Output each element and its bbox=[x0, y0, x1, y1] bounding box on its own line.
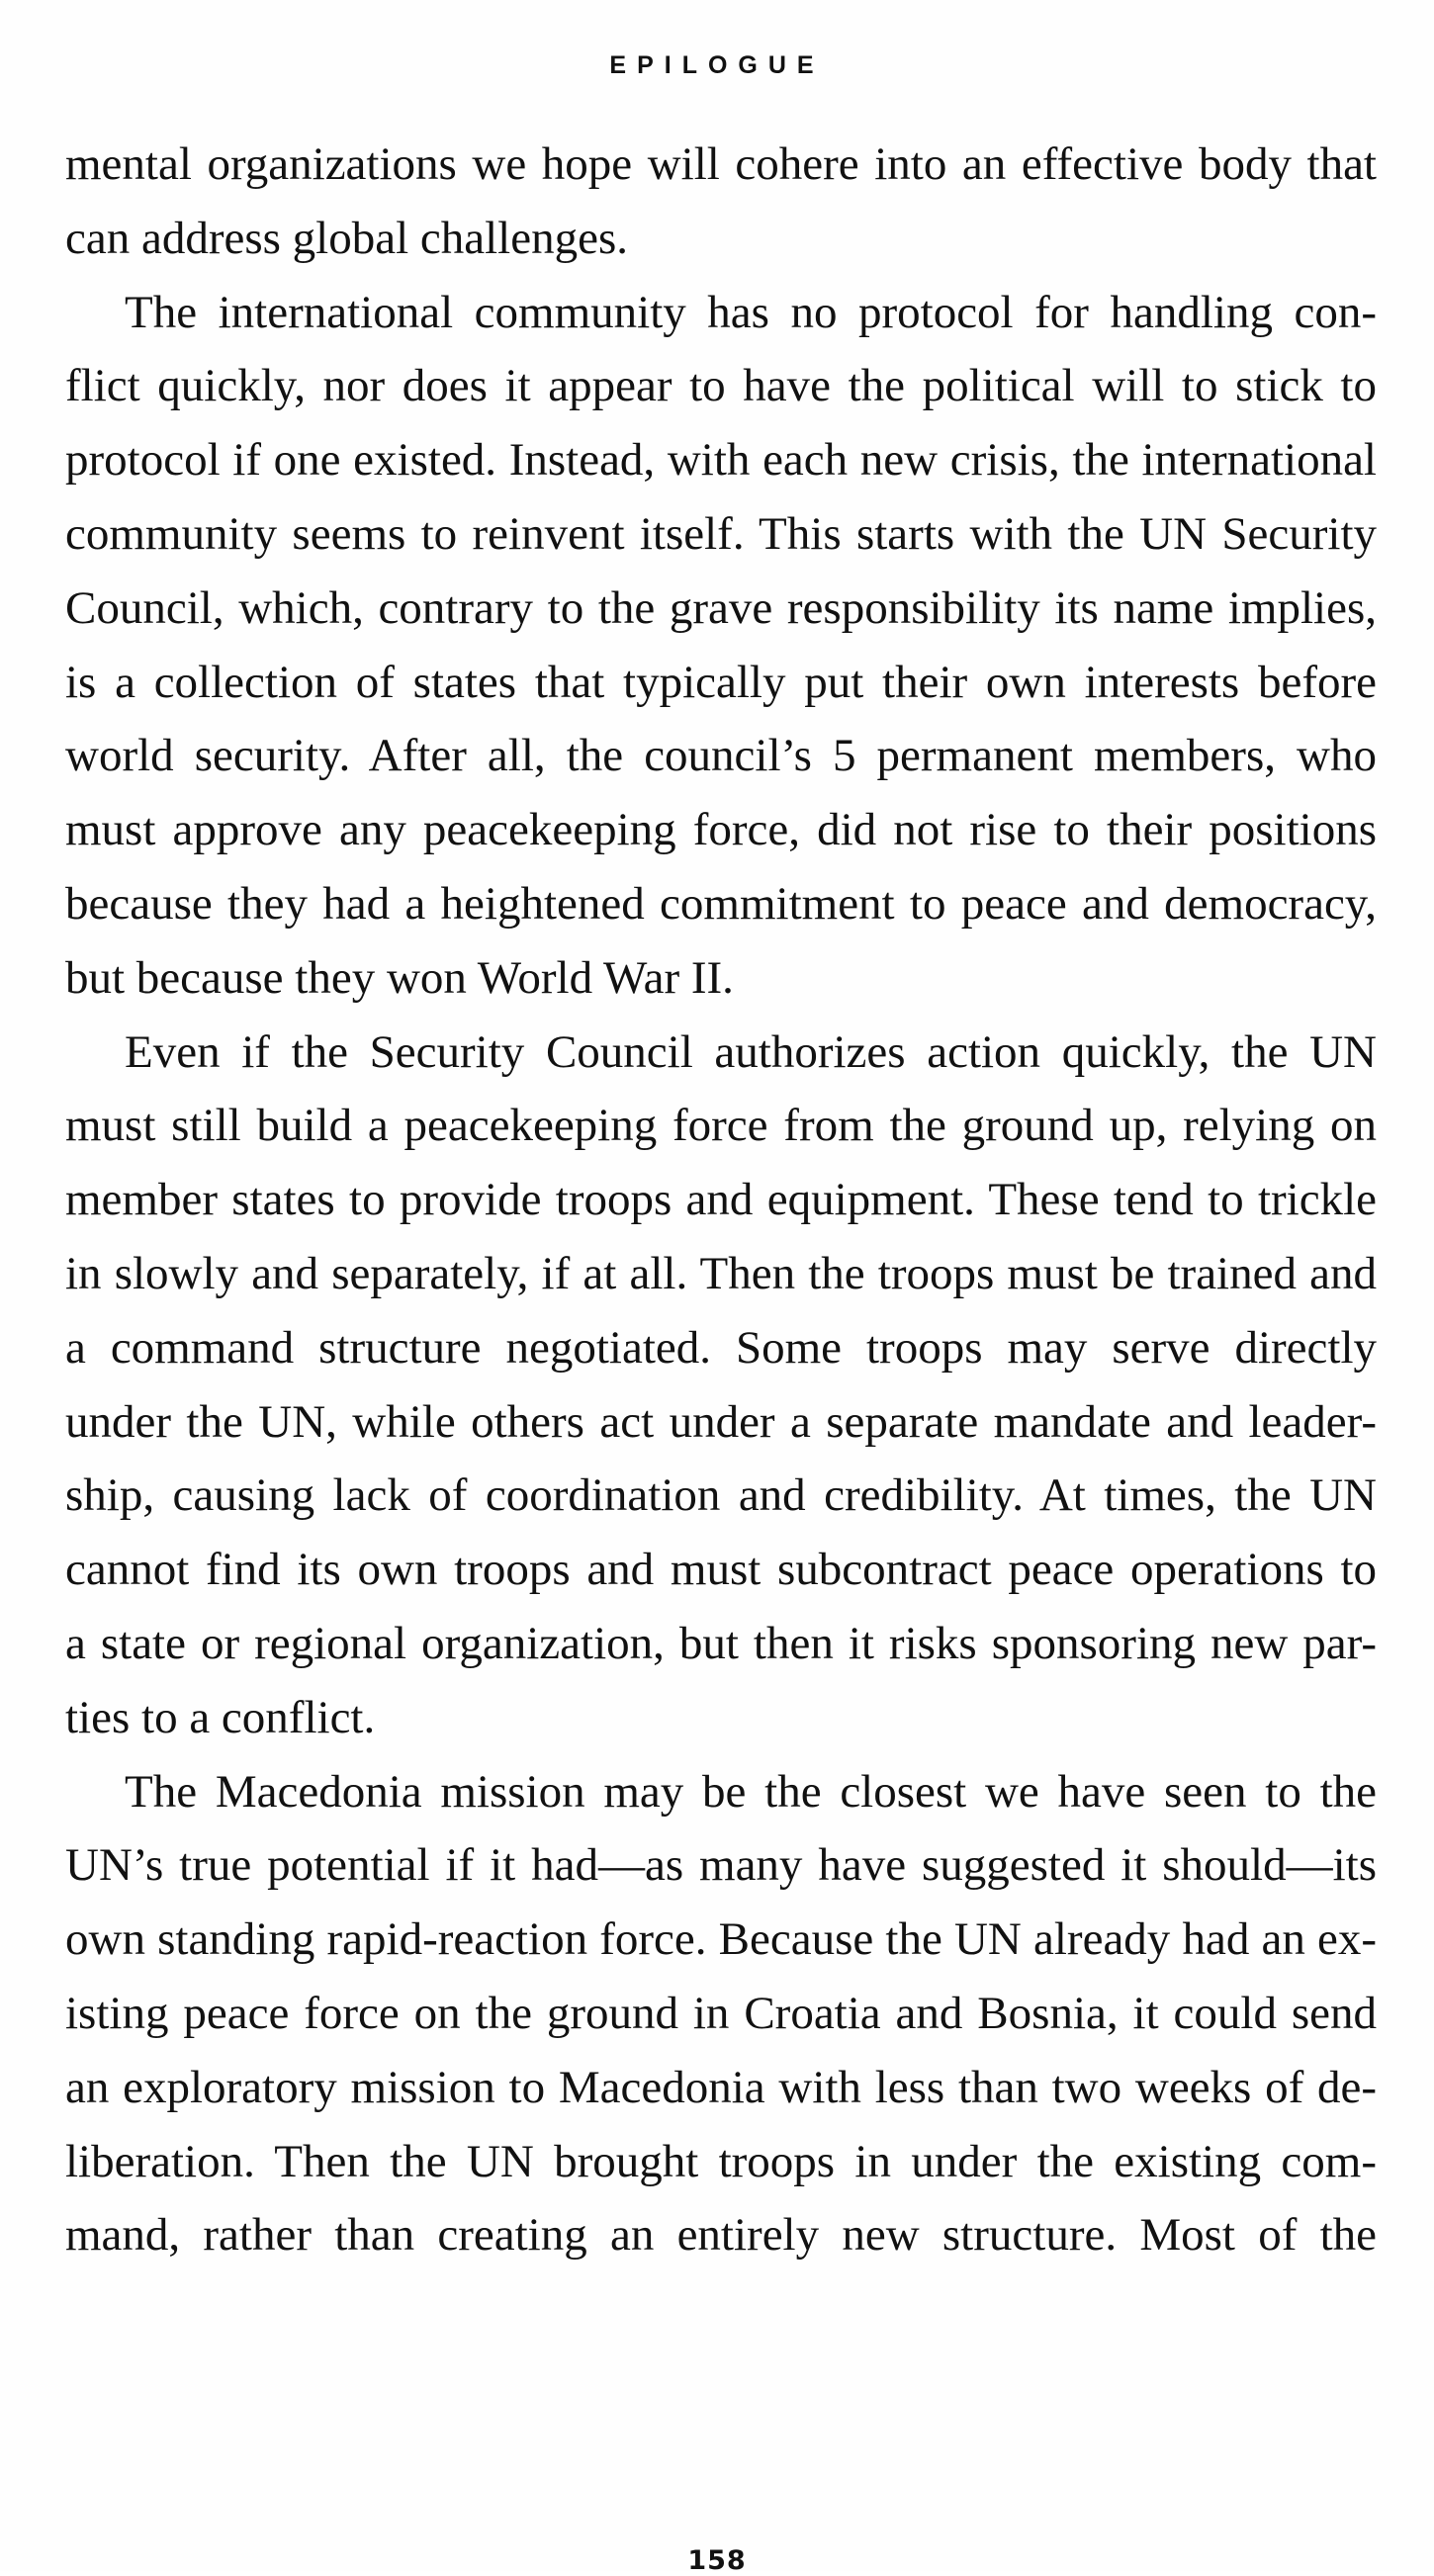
text-line: The Macedonia mission may be the closest we have seen to the bbox=[125, 1765, 1377, 1818]
text-line: can address global challenges. bbox=[65, 212, 629, 264]
text-line: must still build a peacekeeping force from the ground up, relying on bbox=[65, 1100, 1377, 1152]
text-line: mand, rather than creating an entirely new structure. Most of the bbox=[65, 2209, 1377, 2262]
text-line: an exploratory mission to Macedonia with less than two weeks of de- bbox=[65, 2061, 1377, 2113]
text-line: a state or regional organization, but then it risks sponsoring new par- bbox=[65, 1617, 1377, 1669]
text-line: community seems to reinvent itself. This starts with the UN Security bbox=[65, 507, 1377, 560]
text-line: ties to a conflict. bbox=[65, 1691, 376, 1743]
text-line: because they had a heightened commitment to peace and democracy, bbox=[65, 877, 1377, 930]
text-line: liberation. Then the UN brought troops in under the existing com- bbox=[65, 2135, 1377, 2187]
body-text bbox=[65, 128, 1377, 2272]
text-line: mental organizations we hope will cohere into an effective body that bbox=[65, 138, 1377, 190]
text-line: protocol if one existed. Instead, with each new crisis, the international bbox=[65, 434, 1377, 487]
text-line: member states to provide troops and equipment. These tend to trickle bbox=[65, 1174, 1377, 1226]
text-line: is a collection of states that typically put their own interests before bbox=[65, 656, 1377, 708]
running-head: EPILOGUE bbox=[609, 51, 825, 79]
text-line: UN’s true potential if it had—as many have suggested it should—its bbox=[65, 1839, 1377, 1892]
text-line: cannot find its own troops and must subcontract peace operations to bbox=[65, 1544, 1377, 1596]
page-number: 158 bbox=[687, 2545, 747, 2576]
text-line: must approve any peacekeeping force, did not rise to their positions bbox=[65, 804, 1377, 856]
text-line: Council, which, contrary to the grave responsibility its name implies, bbox=[65, 581, 1377, 634]
text-line: but because they won World War II. bbox=[65, 951, 734, 1004]
text-line: flict quickly, nor does it appear to have the political will to stick to bbox=[65, 360, 1377, 412]
text-line: isting peace force on the ground in Croatia and Bosnia, it could send bbox=[65, 1987, 1377, 2039]
text-line: under the UN, while others act under a separate mandate and leader- bbox=[65, 1395, 1377, 1448]
text-line: The international community has no protocol for handling con- bbox=[125, 286, 1377, 338]
text-line: a command structure negotiated. Some troops may serve directly bbox=[65, 1321, 1377, 1374]
text-line: Even if the Security Council authorizes action quickly, the UN bbox=[125, 1025, 1377, 1078]
text-line: own standing rapid-reaction force. Because the UN already had an ex- bbox=[65, 1913, 1377, 1966]
text-line: world security. After all, the council’s 5 permanent members, who bbox=[65, 730, 1377, 782]
text-line: ship, causing lack of coordination and credibility. At times, the UN bbox=[65, 1469, 1377, 1522]
text-line: in slowly and separately, if at all. Then the troops must be trained and bbox=[65, 1247, 1377, 1299]
